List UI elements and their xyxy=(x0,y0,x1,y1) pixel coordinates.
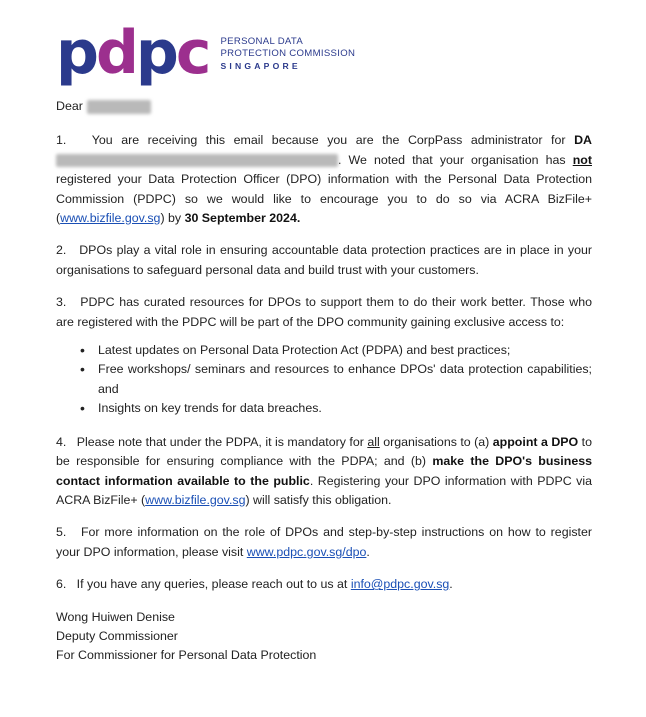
pdpc-logo xyxy=(56,18,356,88)
not-emphasis: not xyxy=(572,152,592,167)
signatory-for: For Commissioner for Personal Data Protection xyxy=(56,647,317,662)
logo-line-1: PERSONAL DATA xyxy=(220,36,304,47)
benefits-list xyxy=(56,341,592,419)
signatory-title: Deputy Commissioner xyxy=(56,628,178,643)
bizfile-link-1[interactable]: www.bizfile.gov.sg xyxy=(60,211,161,226)
salutation-text: Dear xyxy=(56,99,83,113)
letter-body xyxy=(56,97,592,665)
pdpc-dpo-link[interactable]: www.pdpc.gov.sg/dpo xyxy=(246,544,367,559)
deadline: 30 September 2024. xyxy=(184,211,301,226)
list-item: • Insights on key trends for data breaches. xyxy=(80,399,592,418)
pdpc-logo-text xyxy=(220,36,355,72)
paragraph-2: 2. DPOs play a vital role in ensuring accountable data protection practices are in place in your organisations to safeguard personal data and build trust with your customers. xyxy=(56,243,593,277)
paragraph-3: 3. PDPC has curated resources for DPOs to support them to do their work better. Those who are registered with the PDPC will be part of the DPO community gaining exclusive access to: xyxy=(56,295,592,329)
paragraph-5: 5. For more information on the role of DPOs and step-by-step instructions on how to register your DPO information, please visit www.pdpc.gov.sg/dpo. xyxy=(56,525,592,559)
appoint-dpo-emphasis: appoint a DPO xyxy=(492,434,579,449)
paragraph-4: 4. Please note that under the PDPA, it is mandatory for all organisations to (a) appoint a DPO to be responsible for ensuring compliance with the PDPA; and (b) make the DPO's business contact information available to the public. Registering your DPO information with PDPC via ACRA BizFile+ (www.bizfile.gov.sg) will satisfy this obligation. xyxy=(56,434,592,507)
make-public-emphasis: make the DPO's business contact information available to the public xyxy=(56,454,592,488)
bizfile-link-2[interactable]: www.bizfile.gov.sg xyxy=(145,492,246,507)
paragraph-1: 1. You are receiving this email because you are the CorpPass administrator for DA . We noted that your organisation has not registered your Data Protection Officer (DPO) information with the Personal Data Protection Commission (PDPC) so we would like to encourage you to do so via ACRA BizFile+ (www.bizfile.gov.sg) by 30 September 2024. xyxy=(56,133,592,226)
all-emphasis: all xyxy=(367,434,380,449)
redacted-recipient-name xyxy=(87,100,151,114)
logo-line-3: SINGAPORE xyxy=(220,61,301,71)
list-item: • Latest updates on Personal Data Protection Act (PDPA) and best practices; xyxy=(80,341,592,360)
salutation xyxy=(56,97,592,116)
pdpc-logo-mark: pdpc xyxy=(56,18,209,88)
paragraph-6: 6. If you have any queries, please reach out to us at info@pdpc.gov.sg. xyxy=(56,577,453,592)
signatory-name: Wong Huiwen Denise xyxy=(56,609,175,624)
signature-block xyxy=(56,608,592,665)
redacted-org-name xyxy=(56,154,338,167)
list-item: • Free workshops/ seminars and resources to enhance DPOs' data protection capabilities; and xyxy=(80,360,592,399)
info-email-link[interactable]: info@pdpc.gov.sg xyxy=(350,577,450,592)
org-name-prefix: DA xyxy=(574,133,592,148)
logo-line-2: PROTECTION COMMISSION xyxy=(220,48,356,59)
